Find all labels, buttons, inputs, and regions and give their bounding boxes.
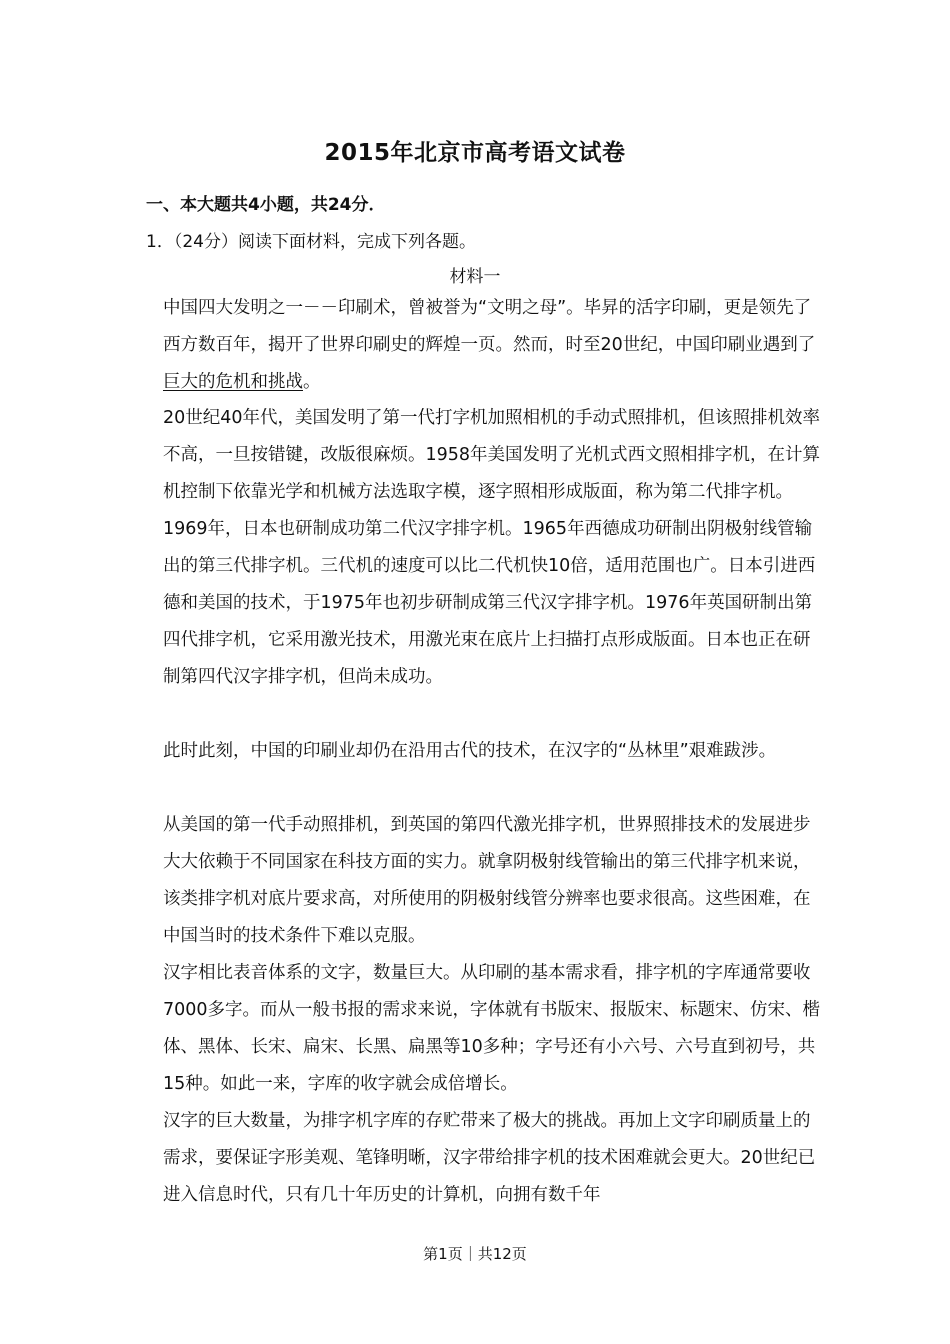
question-1: 1．（24分）阅读下面材料，完成下列各题。 bbox=[146, 232, 476, 252]
page-footer: 第1页｜共12页 bbox=[423, 1245, 527, 1263]
material-title: 材料一 bbox=[449, 267, 501, 287]
paragraph-1-text: 中国四大发明之一－－印刷术，曾被誉为“文明之母”。毕昇的活字印刷，更是领先了西方数百年，揭开了世界印刷史的辉煌一页。然而，时至20世纪，中国印刷业遇到了 bbox=[163, 298, 816, 355]
paragraph-3: 此时此刻，中国的印刷业却仍在沿用古代的技术，在汉字的“丛林里”艰难跋涉。 bbox=[163, 741, 777, 761]
page-title: 2015年北京市高考语文试卷 bbox=[324, 140, 626, 166]
underlined-phrase: 巨大的危机和挑战 bbox=[163, 372, 303, 392]
paragraph-1-end: 。 bbox=[303, 372, 321, 392]
paragraph-2: 20世纪40年代，美国发明了第一代打字机加照相机的手动式照排机，但该照排机效率不高，一旦按错键，改版很麻烦。1958年美国发明了光机式西文照相排字机，在计算机控制下依靠光学和机械方法选取字模，逐字照相形成版面，称为第二代排字机。1969年，日本也研制成功第二代汉字排字机。1965年西德成功研制出阴极射线管输出的第三代排字机。三代机的速度可以比二代机快10倍，适用范围也广。日本引进西德和美国的技术，于1975年也初步研制成第三代汉字排字机。1976年英国研制出第四代排字机，它采用激光技术，用激光束在底片上扫描打点形成版面。日本也正在研制第四代汉字排字机，但尚未成功。 bbox=[163, 408, 821, 687]
paragraph-1 bbox=[163, 290, 823, 401]
paragraph-6: 汉字的巨大数量，为排字机字库的存贮带来了极大的挑战。再加上文字印刷质量上的需求，要保证字形美观、笔锋明晰，汉字带给排字机的技术困难就会更大。20世纪已进入信息时代，只有几十年历史的计算机，向拥有数千年 bbox=[163, 1111, 816, 1205]
section-heading: 一、本大题共4小题，共24分． bbox=[146, 195, 386, 215]
paragraph-5: 汉字相比表音体系的文字，数量巨大。从印刷的基本需求看，排字机的字库通常要收7000多字。而从一般书报的需求来说，字体就有书版宋、报版宋、标题宋、仿宋、楷体、黑体、长宋、扁宋、长黑、扁黑等10多种；字号还有小六号、六号直到初号，共15种。如此一来，字库的收字就会成倍增长。 bbox=[163, 963, 821, 1094]
paragraph-4: 从美国的第一代手动照排机，到英国的第四代激光排字机，世界照排技术的发展进步大大依赖于不同国家在科技方面的实力。就拿阴极射线管输出的第三代排字机来说，该类排字机对底片要求高，对所使用的阴极射线管分辨率也要求很高。这些困难，在中国当时的技术条件下难以克服。 bbox=[163, 815, 811, 946]
